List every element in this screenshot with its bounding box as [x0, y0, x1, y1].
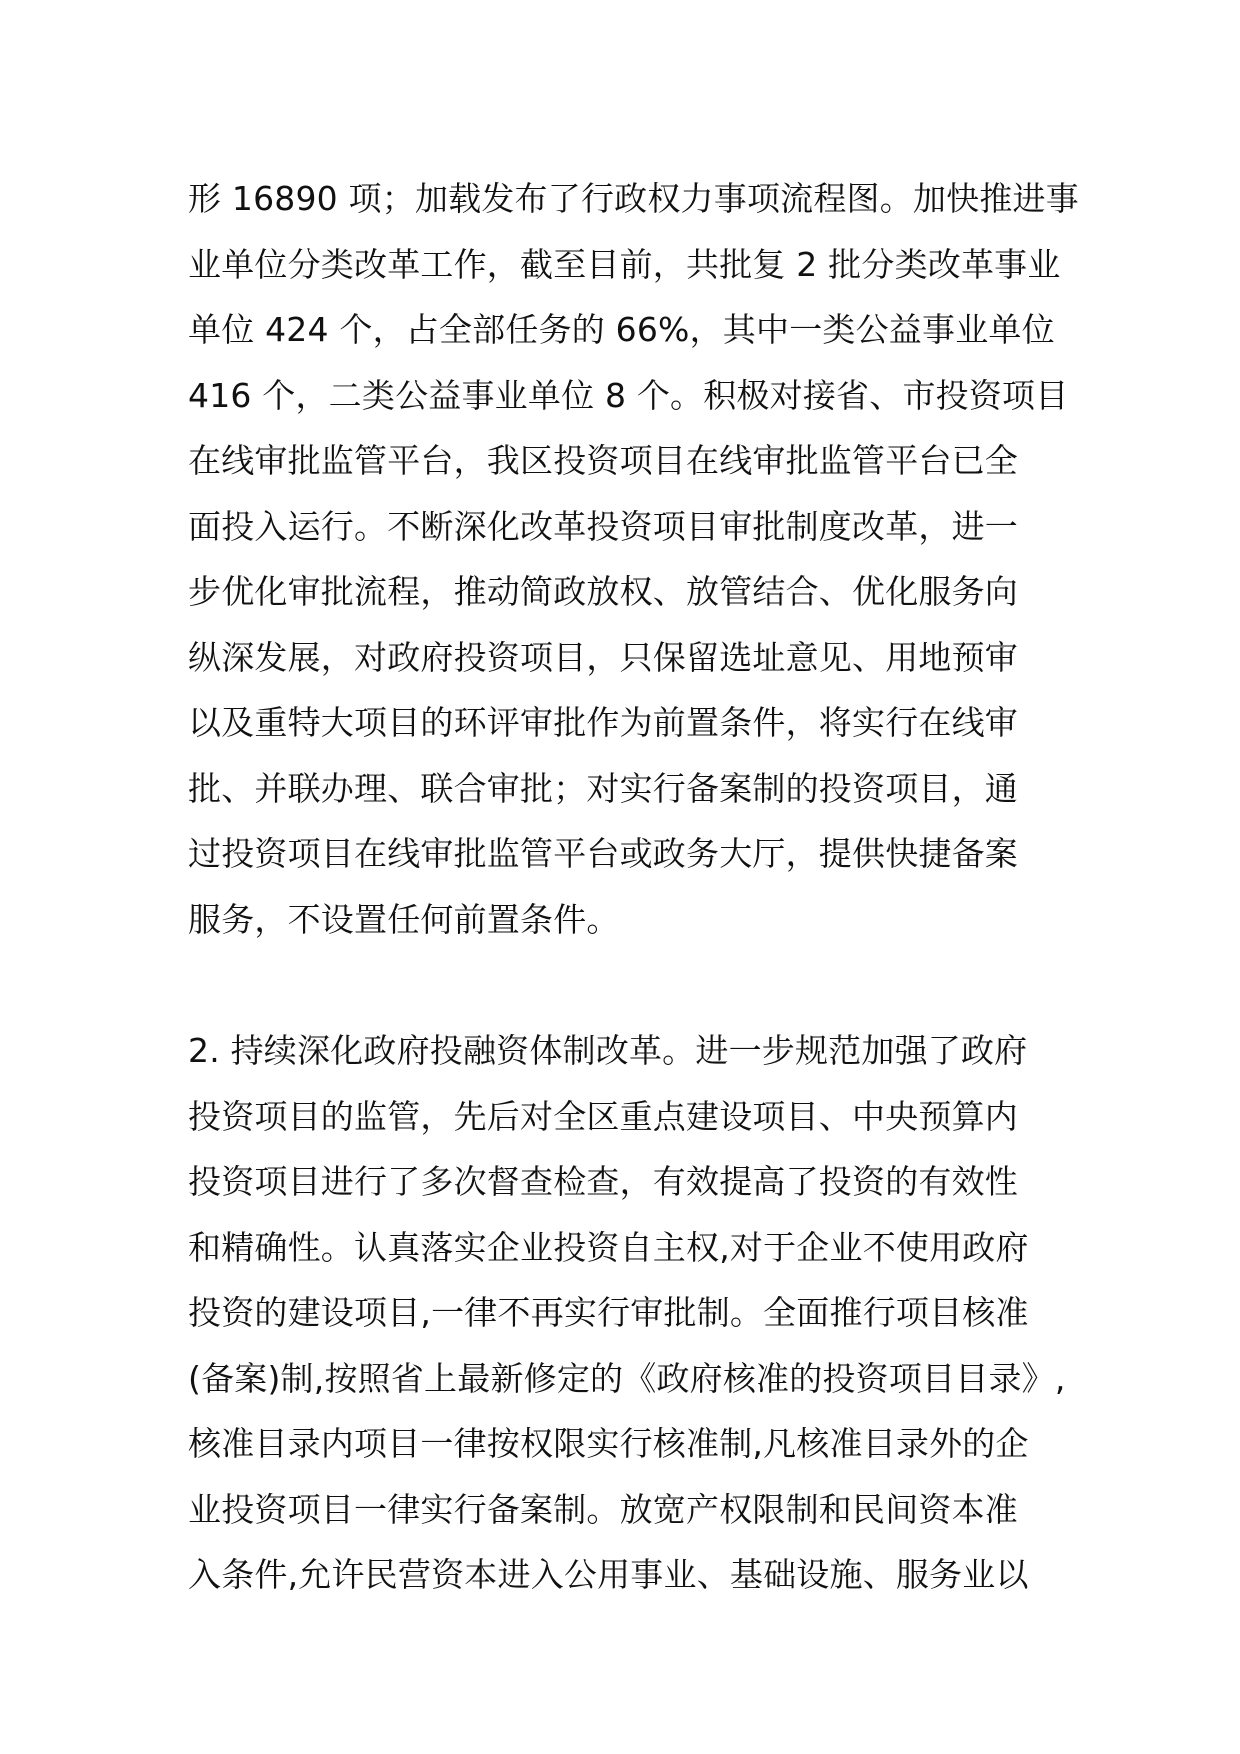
text-line: 服务，不设置任何前置条件。: [188, 899, 620, 939]
text-line: 以及重特大项目的环评审批作为前置条件，将实行在线审: [188, 703, 1018, 742]
text-line: 业投资项目一律实行备案制。放宽产权限制和民间资本准: [188, 1489, 1018, 1529]
text-line: 纵深发展，对政府投资项目，只保留选址意见、用地预审: [188, 637, 1018, 677]
text-line: 在线审批监管平台，我区投资项目在线审批监管平台已全: [188, 441, 1018, 480]
text-line: 2. 持续深化政府投融资体制改革。进一步规范加强了政府: [188, 1031, 1028, 1070]
paragraph-1: [188, 166, 1079, 952]
text-line: 形 16890 项；加载发布了行政权力事项流程图。加快推进事: [188, 179, 1079, 218]
text-line: 入条件,允许民营资本进入公用事业、基础设施、服务业以: [188, 1555, 1029, 1594]
paragraph-2: [188, 1018, 1068, 1608]
text-line: 业单位分类改革工作，截至目前，共批复 2 批分类改革事业: [188, 244, 1061, 284]
text-line: 核准目录内项目一律按权限实行核准制,凡核准目录外的企: [188, 1424, 1029, 1463]
text-line: 面投入运行。不断深化改革投资项目审批制度改革，进一: [188, 506, 1018, 546]
text-line: 单位 424 个，占全部任务的 66%，其中一类公益事业单位: [188, 310, 1055, 349]
text-line: 投资项目的监管，先后对全区重点建设项目、中央预算内: [188, 1096, 1018, 1136]
text-line: 批、并联办理、联合审批；对实行备案制的投资项目，通: [188, 768, 1018, 808]
text-line: 投资的建设项目,一律不再实行审批制。全面推行项目核准: [188, 1293, 1029, 1332]
text-line: 步优化审批流程，推动简政放权、放管结合、优化服务向: [188, 572, 1018, 611]
text-line: 过投资项目在线审批监管平台或政务大厅，提供快捷备案: [188, 834, 1018, 873]
text-line: 和精确性。认真落实企业投资自主权,对于企业不使用政府: [188, 1227, 1029, 1267]
text-line: 416 个，二类公益事业单位 8 个。积极对接省、市投资项目: [188, 375, 1069, 415]
text-line: (备案)制,按照省上最新修定的《政府核准的投资项目目录》,: [188, 1358, 1066, 1398]
text-line: 投资项目进行了多次督查检查，有效提高了投资的有效性: [188, 1162, 1018, 1201]
